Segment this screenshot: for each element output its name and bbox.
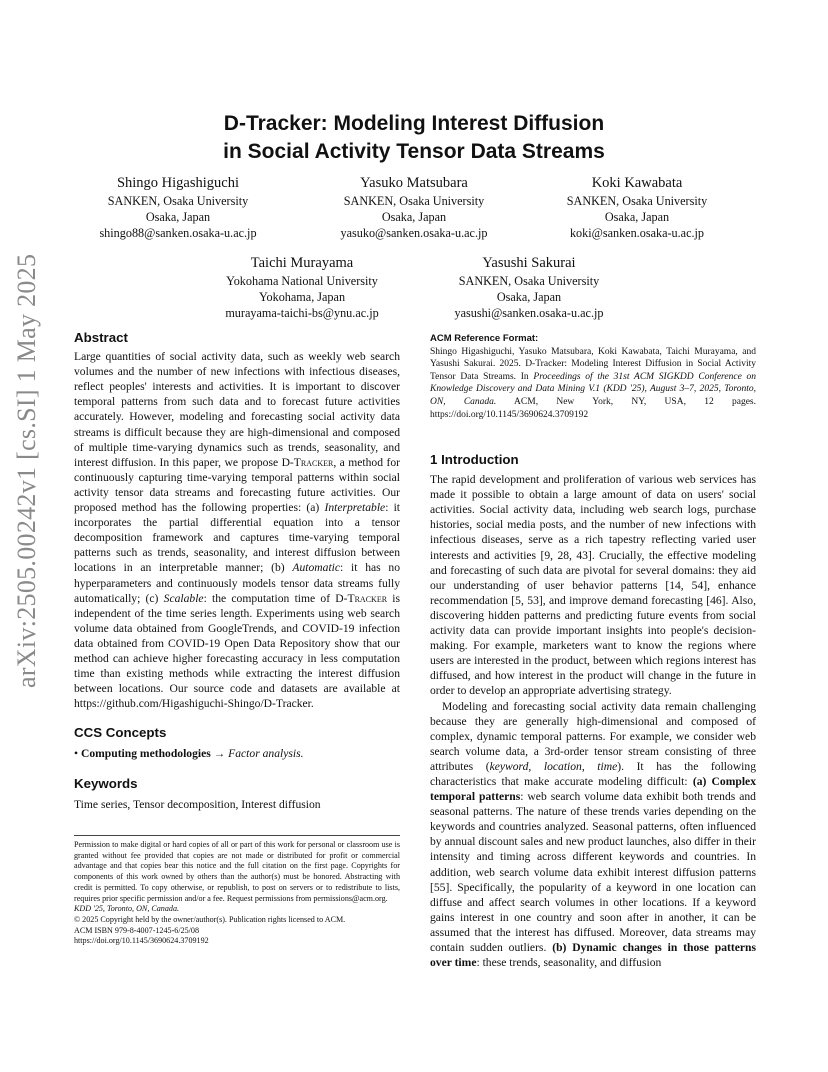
keywords-text: Time series, Tensor decomposition, Interest diffusion [74, 797, 321, 811]
author-block [314, 174, 514, 241]
author-name: Taichi Murayama [250, 255, 354, 271]
ccs-heading: CCS Concepts [74, 725, 167, 741]
author-block [88, 174, 268, 241]
arxiv-identifier-text: arXiv:2505.00242v1 [cs.SI] 1 May 2025 [12, 253, 41, 688]
isbn-line: ACM ISBN 979-8-4007-1245-6/25/08 [74, 925, 200, 935]
author-block [540, 174, 734, 241]
author-location: Yokohama, Japan [258, 290, 346, 304]
arxiv-identifier [10, 253, 60, 690]
right-column [430, 452, 756, 970]
intro-paragraph-2: Modeling and forecasting social activity data remain challenging because they are generally high-dimensional and composed of complex, dynamic temporal patterns. For example, we consider web search volume data, a 3rd-order tensor stream consisting of three attributes (keyword, location, time). It has the following characteristics that make accurate modeling difficult: (a) Complex temporal patterns: web search volume data exhibit both trends and seasonal patterns. The nature of these trends varies depending on the keywords and countries analyzed. Seasonal patterns, often influenced by annual discount sales and new product launches, also differ in their intensity and timing across different keywords and countries. In addition, web search volume data exhibit interest diffusion patterns [55]. Specifically, the popularity of a keyword in one location can diffuse and affect search volumes in other locations. If a keyword gains interest in one country and soon after in another, it can be assumed that the interest has diffused. Moreover, data streams may contain sudden outliers. (b) Dynamic changes in those patterns over time: these trends, seasonality, and diffusion [430, 699, 757, 970]
copyright-footnote [74, 835, 400, 947]
title-line-1: D-Tracker: Modeling Interest Diffusion [223, 112, 605, 135]
acm-reference-format [430, 333, 756, 421]
author-name: Koki Kawabata [591, 175, 683, 191]
author-affiliation: SANKEN, Osaka University [107, 194, 249, 208]
author-affiliation: Yokohama National University [226, 274, 378, 288]
author-email: yasushi@sanken.osaka-u.ac.jp [454, 306, 604, 320]
paper-title [120, 110, 708, 166]
author-location: Osaka, Japan [604, 210, 670, 224]
author-email: shingo88@sanken.osaka-u.ac.jp [99, 226, 257, 240]
keywords-heading: Keywords [74, 775, 138, 791]
copyright-line: © 2025 Copyright held by the owner/author(s). Publication rights licensed to ACM. [74, 914, 346, 924]
author-name: Yasushi Sakurai [482, 255, 576, 271]
venue: KDD '25, Toronto, ON, Canada. [74, 904, 180, 914]
author-name: Yasuko Matsubara [360, 175, 468, 191]
author-affiliation: SANKEN, Osaka University [343, 194, 485, 208]
acm-ref-heading: ACM Reference Format: [430, 333, 539, 344]
introduction-heading: 1 Introduction [430, 452, 519, 467]
doi-line: https://doi.org/10.1145/3690624.3709192 [74, 936, 209, 946]
author-location: Osaka, Japan [145, 210, 211, 224]
author-email: murayama-taichi-bs@ynu.ac.jp [225, 306, 379, 320]
author-affiliation: SANKEN, Osaka University [458, 274, 600, 288]
permission-notice: Permission to make digital or hard copies of all or part of this work for personal or classroom use is granted without fee provided that copies are not made or distributed for profit or commercial advantage and that copies bear this notice and the full citation on the first page. Copyrights for components of this work owned by others than the author(s) must be honored. Abstracting with credit is permitted. To copy otherwise, or republish, to post on servers or to redistribute to lists, requires prior specific permission and/or a fee. Request permissions from permissions@acm.org. [74, 840, 400, 903]
left-column [74, 330, 400, 812]
author-block [196, 254, 408, 321]
intro-paragraph-1: The rapid development and proliferation of various web services has made it possible to obtain a large amount of data on users' social activities. Social activity data, including web search logs, purchase histories, social media posts, and the number of new infections with infectious diseases, serve as a rich tapestry reflecting varied user interests and activities [9, 28, 43]. Crucially, the effective modeling and forecasting of such data are pivotal for several domains: they aid our understanding of user behavior patterns [14, 54], enhance recommendation [5, 53], and improve demand forecasting [46]. Also, discovering hidden patterns and predicting future events from social activity data can provide important insights into people's decision-making. For example, marketers want to know the regions where users are interested in the product, between which regions interest has diffused, and how interest in the product will change in the future in order to develop an appropriate advertising strategy. [430, 473, 756, 698]
author-block [426, 254, 632, 321]
title-line-2: in Social Activity Tensor Data Streams [223, 140, 605, 163]
author-email: yasuko@sanken.osaka-u.ac.jp [340, 226, 488, 240]
author-location: Osaka, Japan [496, 290, 562, 304]
abstract-heading: Abstract [74, 330, 128, 345]
acm-ref-citation: Shingo Higashiguchi, Yasuko Matsubara, Koki Kawabata, Taichi Murayama, and Yasushi Sakurai. 2025. D-Tracker: Modeling Interest Diffusion in Social Activity Tensor Data Streams. In Proceedings of the 31st ACM SIGKDD Conference on Knowledge Discovery and Data Mining V.1 (KDD '25), August 3–7, 2025, Toronto, ON, Canada. ACM, New York, NY, USA, 12 pages. https://doi.org/10.1145/3690624.3709192 [430, 346, 757, 420]
ccs-concepts: • Computing methodologies → Factor analysis. [74, 747, 304, 761]
author-affiliation: SANKEN, Osaka University [566, 194, 708, 208]
abstract-text: Large quantities of social activity data, such as weekly web search volumes and the number of new infections with infectious diseases, reflect peoples' interests and activities. It is important to discover temporal patterns from such data and to forecast future activities accurately. However, modeling and forecasting social activity data streams is difficult because they are high-dimensional and composed of multiple time-varying dynamics such as trends, seasonality, and interest diffusion. In this paper, we propose D-Tracker, a method for continuously capturing time-varying temporal patterns within social activity tensor data streams and forecasting future activities. Our proposed method has the following properties: (a) Interpretable: it incorporates the partial differential equation into a tensor decomposition framework and captures time-varying temporal patterns such as trends, seasonality, and interest diffusion between locations in an interpretable manner; (b) Automatic: it has no hyperparameters and continuously models tensor data streams fully automatically; (c) Scalable: the computation time of D-Tracker is independent of the time series length. Experiments using web search volume data obtained from GoogleTrends, and COVID-19 infection data obtained from COVID-19 Open Data Repository show that our method can achieve higher forecasting accuracy in less computation time than existing methods while extracting the interest diffusion between locations. Our source code and datasets are available at https://github.com/Higashiguchi-Shingo/D-Tracker. [74, 350, 401, 711]
author-location: Osaka, Japan [381, 210, 447, 224]
author-name: Shingo Higashiguchi [116, 175, 240, 191]
author-email: koki@sanken.osaka-u.ac.jp [569, 226, 705, 240]
